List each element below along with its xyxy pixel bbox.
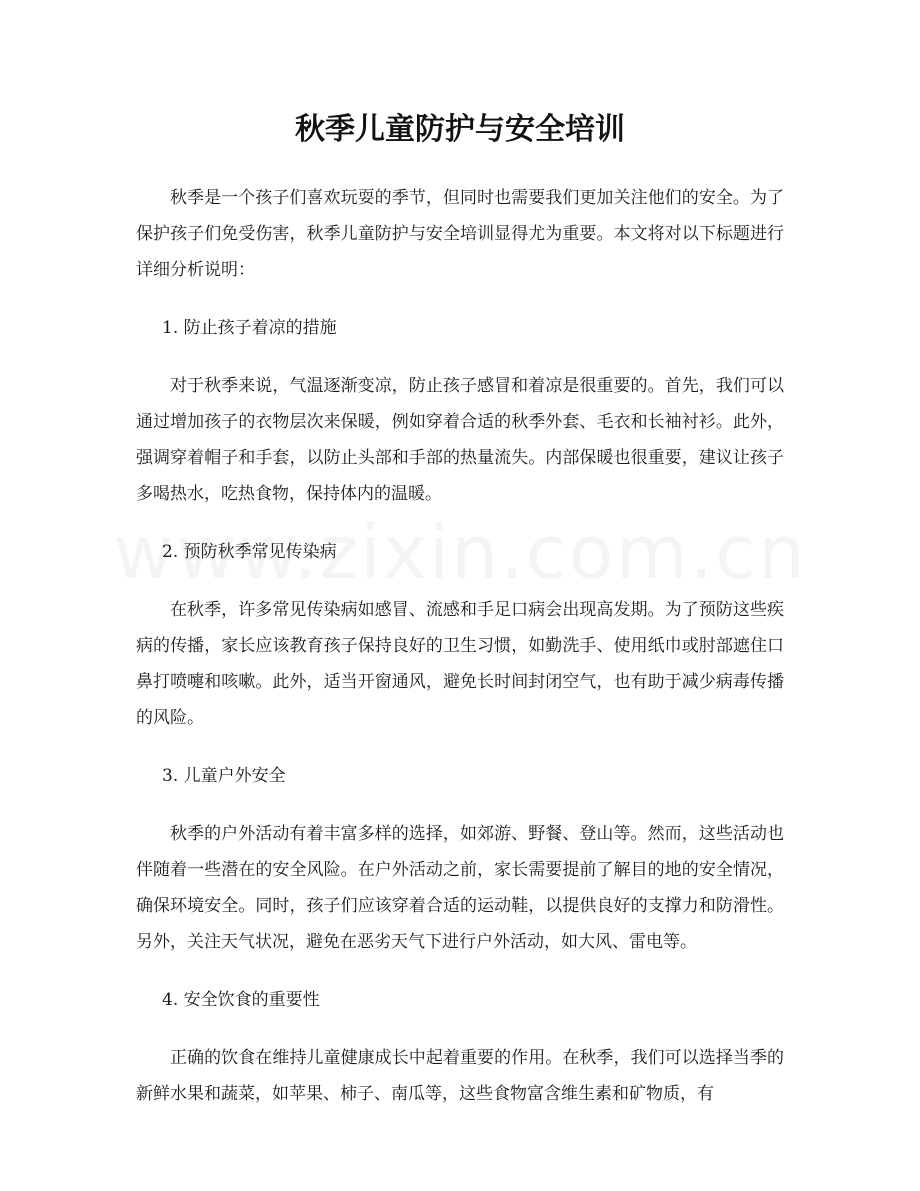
section-paragraph: 秋季的户外活动有着丰富多样的选择，如郊游、野餐、登山等。然而，这些活动也伴随着一些潜在的安全风险。在户外活动之前，家长需要提前了解目的地的安全情况，确保环境安全。同时，孩子们应该穿着合适的运动鞋，以提供良好的支撑力和防滑性。另外，关注天气状况，避免在恶劣天气下进行户外活动，如大风、雷电等。 — [136, 824, 784, 952]
section-heading: 1. 防止孩子着凉的措施 — [162, 318, 337, 338]
section-heading: 4. 安全饮食的重要性 — [162, 990, 320, 1010]
section-heading: 2. 预防秋季常见传染病 — [162, 542, 337, 562]
document-title: 秋季儿童防护与安全培训 — [295, 112, 625, 147]
intro-paragraph: 秋季是一个孩子们喜欢玩耍的季节，但同时也需要我们更加关注他们的安全。为了保护孩子们免受伤害，秋季儿童防护与安全培训显得尤为重要。本文将对以下标题进行详细分析说明： — [136, 188, 784, 280]
section-paragraph: 在秋季，许多常见传染病如感冒、流感和手足口病会出现高发期。为了预防这些疾病的传播，家长应该教育孩子保持良好的卫生习惯，如勤洗手、使用纸巾或肘部遮住口鼻打喷嚏和咳嗽。此外，适当开窗通风，避免长时间封闭空气，也有助于减少病毒传播的风险。 — [136, 600, 784, 728]
document-body — [136, 180, 784, 1134]
section-paragraph: 正确的饮食在维持儿童健康成长中起着重要的作用。在秋季，我们可以选择当季的新鲜水果和蔬菜，如苹果、柿子、南瓜等，这些食物富含维生素和矿物质，有 — [136, 1048, 784, 1104]
section-paragraph: 对于秋季来说，气温逐渐变凉，防止孩子感冒和着凉是很重要的。首先，我们可以通过增加孩子的衣物层次来保暖，例如穿着合适的秋季外套、毛衣和长袖衬衫。此外，强调穿着帽子和手套，以防止头部和手部的热量流失。内部保暖也很重要，建议让孩子多喝热水，吃热食物，保持体内的温暖。 — [136, 376, 784, 504]
section-heading: 3. 儿童户外安全 — [162, 766, 286, 786]
